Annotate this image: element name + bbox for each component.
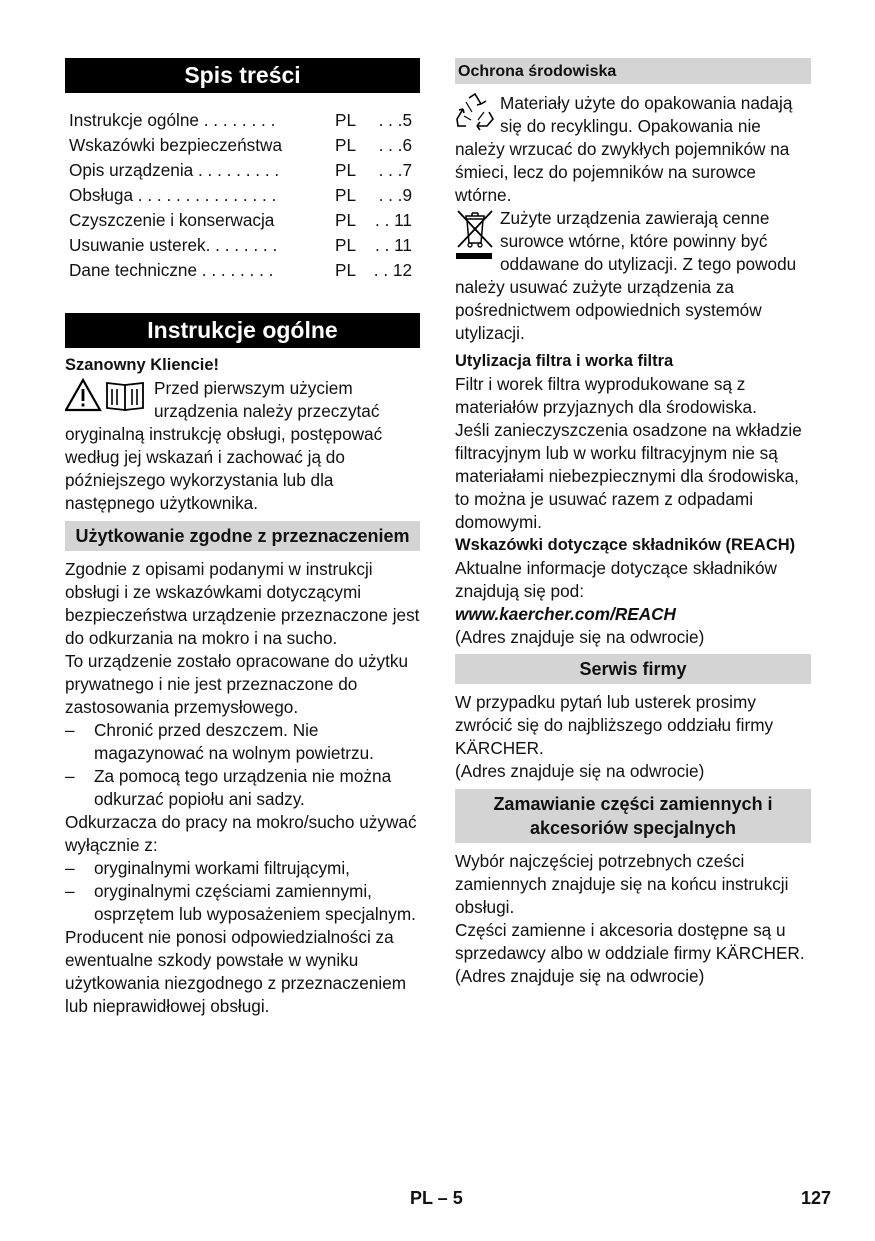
toc-item-title: Usuwanie usterek. . . . . . . .	[69, 235, 278, 255]
toc-item-page: . . 11	[375, 235, 412, 255]
warning-icon	[65, 377, 149, 413]
toc-item-lang: PL	[335, 110, 357, 130]
toc-row[interactable]	[65, 158, 420, 183]
reach-note: (Adres znajduje się na odwrocie)	[455, 627, 705, 647]
intended-use-p2: To urządzenie zostało opracowane do użytku prywatnego i nie jest przeznaczone do zastosowania przemysłowego.	[65, 651, 409, 717]
intended-use-p3: Odkurzacza do pracy na mokro/sucho używać wyłącznie z:	[65, 812, 417, 855]
filter-p2: Jeśli zanieczyszczenia osadzone na wkładzie filtracyjnym lub w worku filtracyjnym nie są materiałami niebezpiecznymi dla środowiska, to można je usuwać razem z odpadami domowymi.	[455, 420, 802, 532]
filter-title: Utylizacja filtra i worka filtra	[455, 352, 674, 370]
intended-use-p1: Zgodnie z opisami podanymi w instrukcji obsługi i ze wskazówkami dotyczącymi bezpieczeństwa urządzenie przeznaczone jest do odkurzania na mokro i na sucho.	[65, 559, 420, 648]
weee-text: Zużyte urządzenia zawierają cenne surowce wtórne, które powinny być oddawane do utylizacji. Z tego powodu należy usuwać zużyte urządzenia za pośrednictwem odpowiednich systemów utylizacji.	[455, 208, 797, 343]
toc-row[interactable]	[65, 108, 420, 133]
parts-p1: Wybór najczęściej potrzebnych cześci zamiennych znajduje się na końcu instrukcji obsługi.	[455, 851, 789, 917]
parts-note: (Adres znajduje się na odwrocie)	[455, 966, 705, 986]
service-title: Serwis firmy	[455, 654, 811, 684]
reach-text: Aktualne informacje dotyczące składników znajdują się pod:	[455, 558, 777, 601]
list-item-text: Za pomocą tego urządzenia nie można odkurzać popiołu ani sadzy.	[94, 766, 392, 809]
toc-item-lang: PL	[335, 185, 357, 205]
service-note: (Adres znajduje się na odwrocie)	[455, 761, 705, 781]
toc-item-lang: PL	[335, 235, 357, 255]
toc-item-title: Czyszczenie i konserwacja	[69, 210, 275, 230]
toc-item-page: . . 11	[375, 210, 412, 230]
right-column	[455, 58, 811, 988]
toc-item-title: Wskazówki bezpieczeństwa	[69, 135, 283, 155]
toc-item-page: . . 12	[373, 260, 412, 280]
list-item: – oryginalnymi workami filtrującymi,	[65, 858, 350, 878]
recycle-text: Materiały użyte do opakowania nadają się do recyklingu. Opakowania nie należy wrzucać do zwykłych pojemników na śmieci, lecz do pojemników na surowce wtórne.	[455, 93, 793, 205]
table-of-contents	[65, 108, 420, 283]
toc-title: Spis treści	[65, 58, 420, 93]
toc-item-lang: PL	[335, 260, 357, 280]
manual-book-icon	[107, 383, 143, 410]
intro-block	[65, 377, 420, 515]
toc-item-page: . . .9	[378, 185, 412, 205]
toc-row[interactable]	[65, 183, 420, 208]
toc-row[interactable]	[65, 208, 420, 233]
crossed-bin-icon	[455, 207, 495, 265]
intended-use-title: Użytkowanie zgodne z przeznaczeniem	[65, 521, 420, 551]
parts-title: Zamawianie części zamiennych i akcesoriów specjalnych	[455, 789, 811, 843]
page-number: 127	[801, 1188, 832, 1208]
toc-item-lang: PL	[335, 135, 357, 155]
toc-item-page: . . .5	[378, 110, 412, 130]
toc-item-title: Opis urządzenia . . . . . . . . .	[69, 160, 280, 180]
toc-item-title: Obsługa . . . . . . . . . . . . . . .	[69, 185, 277, 205]
service-p1: W przypadku pytań lub usterek prosimy zwrócić się do najbliższego oddziału firmy KÄRCHER.	[455, 692, 774, 758]
recycle-block	[455, 92, 811, 207]
toc-item-lang: PL	[335, 160, 357, 180]
list-item: – Chronić przed deszczem. Nie magazynować na wolnym powietrzu.	[65, 720, 374, 763]
recycle-icon	[455, 92, 495, 132]
toc-item-lang: PL	[335, 210, 357, 230]
left-column	[65, 58, 420, 1018]
toc-item-page: . . .7	[378, 160, 412, 180]
list-item-text: oryginalnymi workami filtrującymi,	[94, 858, 350, 878]
footer-lang-page: PL – 5	[410, 1188, 463, 1208]
general-title: Instrukcje ogólne	[65, 313, 420, 348]
toc-item-page: . . .6	[378, 135, 412, 155]
list-item: – oryginalnymi częściami zamiennymi, osprzętem lub wyposażeniem specjalnym.	[65, 881, 416, 924]
greeting: Szanowny Kliencie!	[65, 356, 220, 374]
reach-title: Wskazówki dotyczące składników (REACH)	[455, 536, 796, 554]
environment-title: Ochrona środowiska	[455, 58, 811, 84]
toc-row[interactable]	[65, 233, 420, 258]
weee-block	[455, 207, 811, 345]
intro-text: Przed pierwszym użyciem urządzenia należy przeczytać oryginalną instrukcję obsługi, postępować według jej wskazań i zachować ją do późniejszego wykorzystania lub dla następnego użytkownika.	[65, 378, 383, 513]
toc-row[interactable]	[65, 133, 420, 158]
filter-p1: Filtr i worek filtra wyprodukowane są z materiałów przyjaznych dla środowiska.	[455, 374, 757, 417]
parts-p2: Części zamienne i akcesoria dostępne są u sprzedawcy albo w oddziale firmy KÄRCHER.	[455, 920, 805, 963]
list-item-text: Chronić przed deszczem. Nie magazynować na wolnym powietrzu.	[94, 720, 374, 763]
intended-use-p4: Producent nie ponosi odpowiedzialności za ewentualne szkody powstałe w wyniku użytkowania niezgodnego z przeznaczeniem lub nieprawidłowej obsługi.	[65, 927, 407, 1016]
reach-url-link[interactable]: www.kaercher.com/REACH	[455, 604, 676, 624]
toc-item-title: Instrukcje ogólne . . . . . . . .	[69, 110, 276, 130]
toc-item-title: Dane techniczne . . . . . . . .	[69, 260, 274, 280]
list-item-text: oryginalnymi częściami zamiennymi, osprzętem lub wyposażeniem specjalnym.	[94, 881, 416, 924]
toc-row[interactable]	[65, 258, 420, 283]
list-item: – Za pomocą tego urządzenia nie można odkurzać popiołu ani sadzy.	[65, 766, 392, 809]
